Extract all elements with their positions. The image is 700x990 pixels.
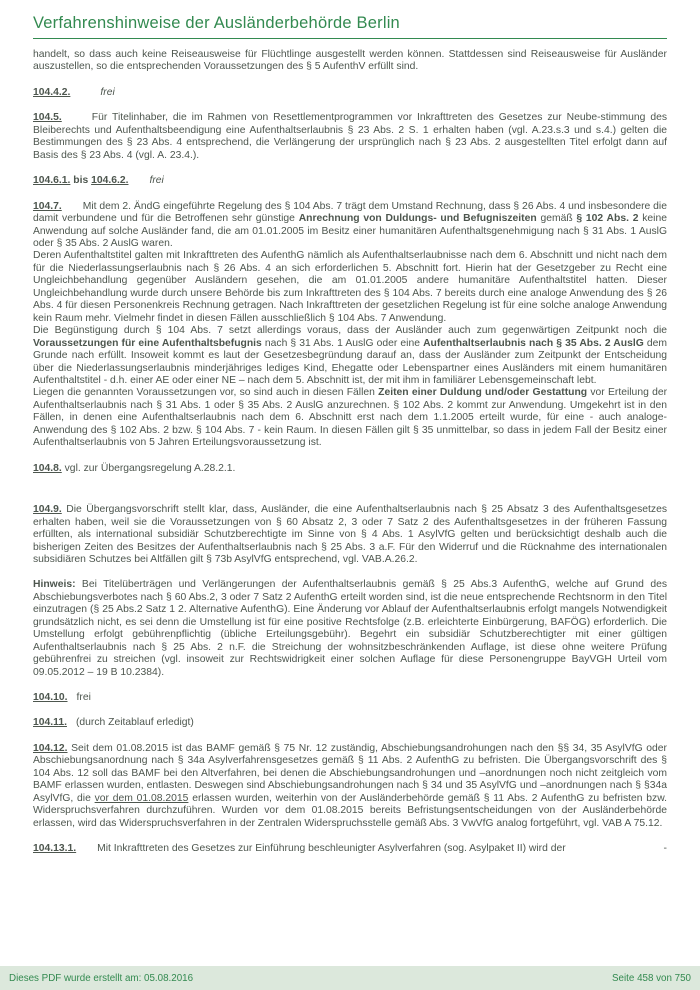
section-number: 104.12. [33,742,68,754]
text-run: Liegen die genannten Voraussetzungen vor, so sind auch in diesen Fällen [33,387,379,399]
text-run: Die Übergangsvorschrift stellt klar, dass, Ausländer, die eine Aufenthaltserlaubnis nach § 25 Absatz 3 des Aufenthaltsgesetzes erhalten haben, weil sie die Voraussetzungen von § 60 Absatz 2, 3 oder 7 Satz 2 des Aufenthaltsgesetzes in der früheren Fassung erfüllten, als international subsidiär Schutzberechtigte im Sinne von § 4 Abs. 1 AsylVfG gelten und berücksichtigt deshalb auch die bisherigen Zeiten des Besitzes der Aufenthaltserlaubnis nach § 25 Abs. 3 a.F. Für den Widerruf und die Rücknahme des internationalen subsidiären Schutzes bei Altfällen gilt § 73b AsylVfG entsprechend, vgl. VAB.A.26.2. [33,504,667,565]
section-104-10 [33,692,667,704]
text-run: gemäß [536,213,577,225]
text-run: handelt, so dass auch keine Reiseausweise für Flüchtlinge ausgestellt werden können. Stattdessen sind Reiseausweise für Ausländer auszustellen, so die entsprechenden Voraussetzungen des § 5 AufenthV erfüllt sind. [33,49,667,73]
text-run: Hinweis: [33,579,76,591]
text-run: Für Titelinhaber, die im Rahmen von Resettlementprogrammen vor Inkrafttreten des Gesetzes zur Neube-stimmung des Bleiberechts und Aufenthaltsbeendigung eine Aufenthaltserlaubnis § 23 Abs. 2 S. 1 erhalten haben (vgl. A.23.s.3 und s.4.) gelten die Bestimmungen des § 23 Abs. 4 entsprechend, die Verlängerung der ursprünglich nach § 23 Abs. 2 ausgestellten Titel erfolgt dann auf Basis des § 23 Abs. 4 (vgl. A. 23.4.). [33,112,667,161]
intro-continuation-paragraph [33,49,667,74]
section-number: 104.7. [33,200,62,212]
text-run: § 102 Abs. 2 [576,213,639,225]
text-run: frei [76,692,91,704]
section-104-5 [33,112,667,162]
section-number: 104.5. [33,112,62,124]
document-body [33,49,667,856]
text-run: dem Grunde nach erfüllt. Insoweit kommt es laut der Gesetzesbegründung darauf an, dass der Ausländer zum Zeitpunkt der Entscheidung über die Niederlassungserlaubnis minderjähriges lediges Kind, Ehegatte oder Lebenspartner eines Ausländers mit einem humanitären Aufenthaltstitel - d.h. einer AE oder einer NE – nach dem 5. Abschnitt ist, der mit ihm in familiärer Lebensgemeinschaft lebt. [33,337,667,386]
section-104-4-2 [33,87,667,99]
section-number: 104.4.2. [33,86,71,98]
section-104-6 [33,175,667,187]
section-104-8 [33,463,667,475]
section-104-7-continuation-2 [33,325,667,387]
section-104-13-1 [33,843,667,855]
text-run: (durch Zeitablauf erledigt) [75,717,194,729]
text-run: Die Begünstigung durch § 104 Abs. 7 setzt allerdings voraus, dass der Ausländer auch zum gegenwärtigen Zeitpunkt noch die [33,325,667,337]
text-run: nach § 31 Abs. 1 AuslG oder eine [261,337,424,349]
section-104-9 [33,504,667,566]
text-run: Anrechnung von Duldungs- und Befugniszeiten [298,213,537,225]
footer-bar [0,966,700,990]
section-number: 104.11. [33,717,67,729]
section-number: 104.10. [33,692,68,704]
text-run: frei [149,175,164,187]
section-104-7 [33,201,667,251]
text-run: erlassen wurden, weiterhin von der Ausländerbehörde gemäß § 11 Abs. 2 AufenthG zu befristen bzw. Widerspruchsverfahren durchzuführen. Wurden vor dem 01.08.2015 bereits Befristungsentscheidungen von der Ausländerbehörde erlassen, wird das Widerspruchsverfahren in der Zentralen Widerspruchsstelle gemäß Abs. 3 VwVfG analog fortgeführt, vgl. VAB A 75.12. [33,792,668,829]
text-run: Bei Titelüberträgen und Verlängerungen der Aufenthaltserlaubnis gemäß § 25 Abs.3 AufenthG, welche auf Grund des Abschiebungsverbotes nach § 60 Abs.2, 3 oder 7 Satz 2 AufenthG erteilt worden sind, ist die neue entsprechende Rechtsnorm in den Titel einzutragen (§ 25 Abs.2 Satz 1 2. Alternative AufenthG). Eine Änderung vor Ablauf der Aufenthaltserlaubnis erfolgt mangels Notwendigkeit grundsätzlich nicht, es sei denn die Umstellung ist für eine positive Rechtsfolge (z.B. erleichterte Einbürgerung, BAFÖG) erforderlich. Die Umstellung erfolgt gebührenpflichtig (übliche Erteilungsgebühr). Begehrt ein subsidiär Schutzberechtigter mit einer gültigen Aufenthaltserlaubnis nach § 25 Abs. 2 n.F. die Streichung der wohnsitzbeschränkenden Auflage, ist diese ohne weitere Prüfung gebührenfrei zu streichen (vgl. insoweit zur Rechtswidrigkeit einer solchen Auflage für diese Personengruppe BayVGH Urteil vom 09.05.2012 – 19 B 10.2384). [33,579,667,678]
section-number: 104.6.2. [91,175,129,187]
text-run: Mit dem 2. ÄndG eingeführte Regelung des § 104 Abs. 7 trägt dem Umstand Rechnung, dass § 26 Abs. 4 und insbesondere die damit verbundene und für die Betroffenen sehr günstige [33,200,667,225]
section-number: 104.13.1. [33,843,77,855]
text-run: Voraussetzungen für eine Aufenthaltsbefugnis [33,337,262,349]
title-divider [33,38,667,39]
footer-page-number: Seite 458 von 750 [612,972,691,984]
text-run: - [663,843,667,855]
section-number: 104.9. [33,504,62,516]
section-number: 104.8. [33,462,62,474]
text-run: Aufenthaltserlaubnis nach § 35 Abs. 2 AuslG [423,337,644,349]
hinweis-paragraph [33,579,667,679]
text-run: frei [100,86,115,98]
document-title: Verfahrenshinweise der Ausländerbehörde Berlin [33,14,400,32]
section-104-11 [33,717,667,729]
text-run: vgl. zur Übergangsregelung A.28.2.1. [61,462,236,474]
section-104-7-continuation-1 [33,250,667,325]
section-104-7-continuation-3 [33,387,667,449]
section-104-12 [33,743,667,830]
section-number: 104.6.1. [33,175,71,187]
text-run: Mit Inkrafttreten des Gesetzes zur Einführung beschleunigter Asylverfahren (sog. Asylpaket II) wird der [97,843,566,855]
text-run: Seit dem 01.08.2015 ist das BAMF gemäß § 75 Nr. 12 zuständig, Abschiebungsandrohungen nach den §§ 34, 35 AsylVfG oder Abschiebungsanordnung nach § 34a Asylverfahrensgesetzes gemäß § 11 Abs. 2 AufenthG zu befristen. Die Übergangsvorschrift des § 104 Abs. 12 soll das BAMF bei den Altverfahren, bei denen die Abschiebungsandrohungen und –anordnungen noch nicht zeitgleich vom BAMF erlassen wurden, entlasten. Deswegen sind Abschiebungsandrohungen nach § 34 und 35 AsylVfG und –anordnungen nach § §34a AsylVfG, die [33,742,667,804]
text-run: Zeiten einer Duldung und/oder Gestattung [378,387,588,399]
text-run: keine Anwendung auf solche Ausländer fand, die am 01.01.2005 im Besitz einer humanitären Aufenthaltsgenehmigung nach § 31 Abs. 1 AuslG oder § 35 Abs. 2 AuslG waren. [33,213,667,249]
text-run: Deren Aufenthaltstitel galten mit Inkrafttreten des AufenthG nämlich als Aufenthaltserlaubnisse nach dem 6. Abschnitt und nicht nach dem für die Niederlassungserlaubnis nach § 26 Abs. 4 an sich erforderlichen 5. Abschnitt fort. Hierin hat der Gesetzgeber zu Recht eine Ungleichbehandlung gegenüber Ausländern gesehen, die am 01.01.2005 andere humanitäre Aufenthaltstitel hatten. Dieser Ungleichbehandlung wurde durch unsere Behörde bis zum Inkrafttreten des § 104 Abs. 7 bereits durch eine analoge Anwendung des § 26 Abs. 4 für diesen Personenkreis Rechnung getragen. Nach Inkrafttreten der gesetzlichen Regelung ist für eine solche analoge Anwendung kein Raum mehr. Vielmehr findet in diesen Fällen ausschließlich § 104 Abs. 7 Anwendung. [33,250,667,324]
text-run: vor Erteilung der Aufenthaltserlaubnis nach § 31 Abs. 1 oder § 35 Abs. 2 AuslG anzurechnen. § 102 Abs. 2 kommt zur Anwendung. Umgekehrt ist in den Fällen, in denen eine Aufenthaltserlaubnis nach dem 6. Abschnitt erst nach dem 1.1.2005 erteilt wurde, für eine - auch analoge- Anwendung des § 102 Abs. 2 bzw. § 104 Abs. 7 - kein Raum. In diesen Fällen gilt § 35 unmittelbar, so dass in jedem Fall der Besitz einer Aufenthaltserlaubnis von 5 Jahren Erteilungsvoraussetzung ist. [33,387,668,449]
footer-created-date: Dieses PDF wurde erstellt am: 05.08.2016 [9,972,194,984]
text-run: vor dem 01.08.2015 [94,792,189,804]
text-run: bis [70,175,92,187]
